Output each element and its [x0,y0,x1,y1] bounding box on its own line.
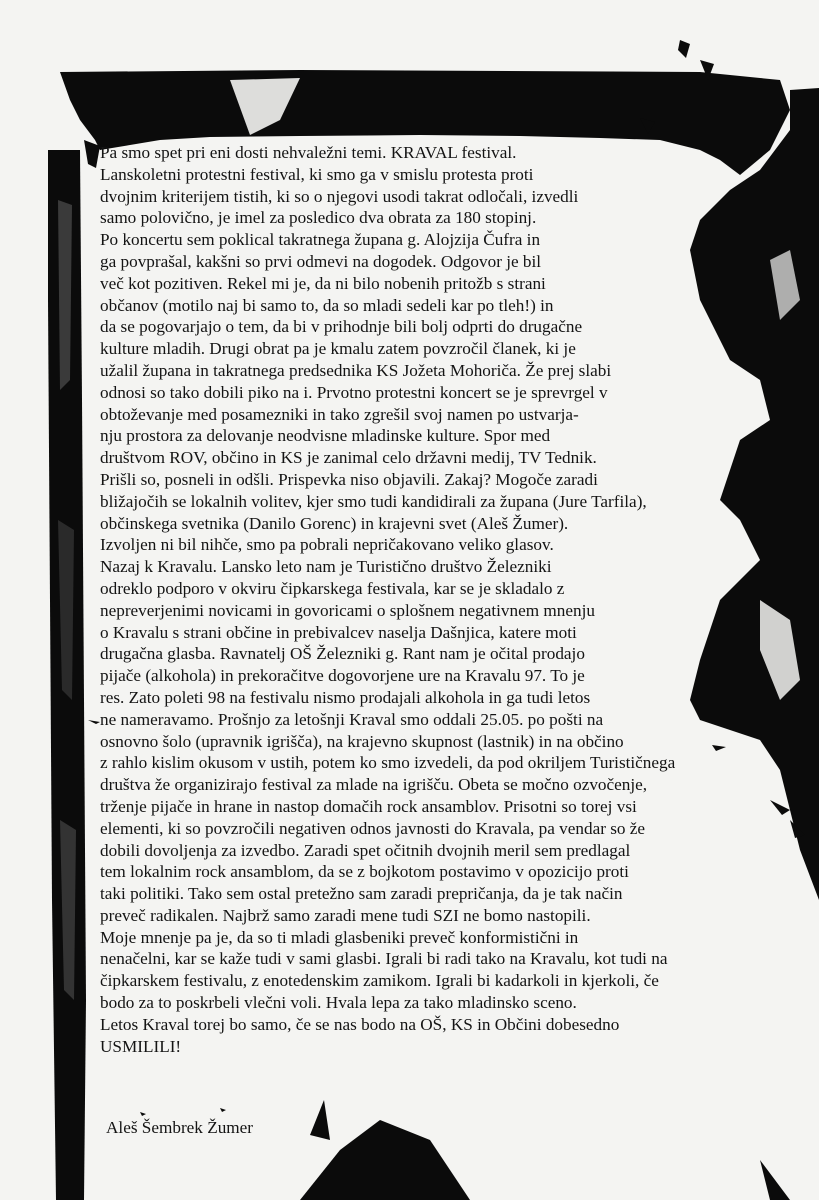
text-line: o Kravalu s strani občine in prebivalcev naselja Dašnjica, katere moti [100,622,577,642]
text-line: res. Zato poleti 98 na festivalu nismo prodajali alkohola in ga tudi letos [100,687,591,707]
text-line: trženje pijače in hrane in nastop domačih rock ansamblov. Prisotni so torej vsi [100,796,637,816]
text-line: preveč radikalen. Najbrž samo zaradi mene tudi SZI ne bomo nastopili. [100,905,591,925]
text-line: tem lokalnim rock ansamblom, da se z bojkotom postavimo v opozicijo proti [100,862,629,882]
text-line: dvojnim kriterijem tistih, ki so o njegovi usodi takrat odločali, izvedli [100,186,579,206]
text-line: bližajočih se lokalnih volitev, kjer smo tudi kandidirali za župana (Jure Tarfila), [100,491,647,511]
text-line: ga povprašal, kakšni so prvi odmevi na dogodek. Odgovor je bil [100,251,542,271]
letter-body [100,142,790,1057]
text-line: Lanskoletni protestni festival, ki smo ga v smislu protesta proti [100,164,534,184]
text-line: kulture mladih. Drugi obrat pa je kmalu zatem povzročil članek, ki je [100,339,576,359]
text-line: z rahlo kislim okusom v ustih, potem ko smo izvedeli, da pod okriljem Turističnega [100,753,676,773]
text-line: občanov (motilo naj bi samo to, da so mladi sedeli kar po tleh!) in [100,295,554,315]
text-line: ne nameravamo. Prošnjo za letošnji Kraval smo oddali 25.05. po pošti na [100,709,604,729]
text-line: bodo za to poskrbeli vlečni voli. Hvala lepa za tako mladinsko sceno. [100,993,577,1013]
text-line: čipkarskem festivalu, z enotedenskim zamikom. Igrali bi kadarkoli in kjerkoli, če [100,971,659,991]
text-line: osnovno šolo (upravnik igrišča), na krajevno skupnost (lastnik) in na občino [100,731,624,751]
text-line: nju prostora za delovanje neodvisne mladinske kulture. Spor med [100,426,551,446]
text-line: USMILILI! [100,1036,182,1056]
text-line: odreklo podporo v okviru čipkarskega festivala, kar se je skladalo z [100,578,565,598]
text-line: društvom ROV, občino in KS je zanimal celo državni medij, TV Tednik. [100,448,597,468]
text-line: Letos Kraval torej bo samo, če se nas bodo na OŠ, KS in Občini dobesedno [100,1014,620,1034]
text-line: obtoževanje med posamezniki in tako zgrešil svoj namen po ustvarja- [100,404,579,424]
text-line: nepreverjenimi novicami in govoricami o splošnem negativnem mnenju [100,600,595,620]
text-line: Pa smo spet pri eni dosti nehvaležni temi. KRAVAL festival. [100,143,517,162]
text-line: Prišli so, posneli in odšli. Prispevka niso objavili. Zakaj? Mogoče zaradi [100,469,598,489]
text-line: odnosi so tako dobili piko na i. Prvotno protestni koncert se je sprevrgel v [100,382,608,402]
text-line: več kot pozitiven. Rekel mi je, da ni bilo nobenih pritožb s strani [100,273,546,293]
text-line: Nazaj k Kravalu. Lansko leto nam je Turistično društvo Železniki [100,557,552,577]
text-line: da se pogovarjajo o tem, da bi v prihodnje bili bolj odprti do drugačne [100,317,583,337]
text-line: občinskega svetnika (Danilo Gorenc) in krajevni svet (Aleš Žumer). [100,513,569,533]
text-line: drugačna glasba. Ravnatelj OŠ Železniki g. Rant nam je očital prodajo [100,644,585,664]
text-line: taki politiki. Tako sem ostal pretežno sam zaradi prepričanja, da je tak način [100,884,623,904]
text-line: Izvoljen ni bil nihče, smo pa pobrali nepričakovano veliko glasov. [100,535,554,555]
text-line: pijače (alkohola) in prekoračitve dogovorjene ure na Kravalu 97. To je [100,666,585,686]
text-line: Po koncertu sem poklical takratnega župana g. Alojzija Čufra in [100,230,541,250]
text-line: nenačelni, kar se kaže tudi v sami glasbi. Igrali bi radi tako na Kravalu, kot tudi na [100,949,668,969]
text-line: užalil župana in takratnega predsednika KS Jožeta Mohoriča. Že prej slabi [100,360,612,380]
text-line: samo polovično, je imel za posledico dva obrata za 180 stopinj. [100,208,537,228]
text-line: društva že organizirajo festival za mlade na igrišču. Obeta se močno ozvočenje, [100,775,648,795]
text-line: elementi, ki so povzročili negativen odnos javnosti do Kravala, pa vendar so že [100,818,646,838]
text-line: dobili dovoljenja za izvedbo. Zaradi spet očitnih dvojnih meril sem predlagal [100,840,631,860]
text-line: Moje mnenje pa je, da so ti mladi glasbeniki preveč konformistični in [100,927,579,947]
signature: Aleš Šembrek Žumer [106,1118,254,1137]
